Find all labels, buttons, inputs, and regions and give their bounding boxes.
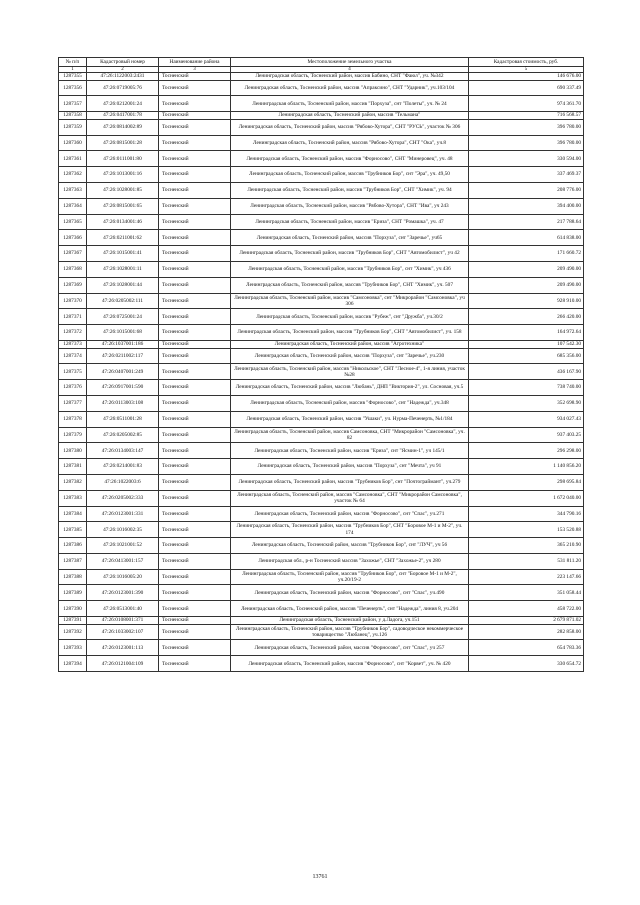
table-row xyxy=(59,411,584,427)
row-number-cell: 1287360 xyxy=(59,135,87,151)
district-name-cell: Тосненский xyxy=(159,214,231,230)
cadastral-value-cell: 351 058.44 xyxy=(469,585,584,601)
header-district-name: Наименование района xyxy=(159,58,231,67)
table-row xyxy=(59,340,584,348)
table-row xyxy=(59,617,584,625)
table-row xyxy=(59,553,584,569)
location-cell: Ленинградская область, Тосненский район, массив "Трубников Бор", снт "Химик", уч 436 xyxy=(231,261,469,277)
location-cell: Ленинградская область, Тосненский район, массив "Форносово", снт "Спас", уч.271 xyxy=(231,506,469,522)
district-name-cell: Тосненский xyxy=(159,443,231,459)
cadastral-number-cell: 47:26:1022003:6 xyxy=(87,474,159,490)
location-cell: Ленинградская область, Тосненский район, массив "Ериза", снт "Ясмин-1", уч 145/1 xyxy=(231,443,469,459)
cadastral-number-cell: 47:26:0417001:78 xyxy=(87,112,159,120)
row-number-cell: 1287368 xyxy=(59,261,87,277)
table-row xyxy=(59,624,584,640)
cadastral-number-cell: 47:26:0725001:24 xyxy=(87,309,159,325)
cadastral-number-cell: 47:26:0212001:24 xyxy=(87,96,159,112)
cadastral-number-cell: 47:26:0121004:109 xyxy=(87,656,159,672)
cadastral-value-cell: 937 403.25 xyxy=(469,427,584,443)
location-cell: Ленинградская область, Тосненский район, массив "Трубников Бор", СНТ "Автомобилист", уч 42 xyxy=(231,246,469,262)
row-number-cell: 1287356 xyxy=(59,80,87,96)
table-row xyxy=(59,490,584,506)
location-cell: Ленинградская область, Тосненский район, массив Самсоновка, СНТ "Микрорайон "Самсоновка", уч. 82 xyxy=(231,427,469,443)
location-cell: Ленинградская обл., р-н Тосненский массив "Захожье", СНТ "Захожье-2", уч 280 xyxy=(231,553,469,569)
cadastral-value-cell: 396 780.00 xyxy=(469,135,584,151)
column-index: 2 xyxy=(87,67,159,73)
cadastral-value-cell: 209 490.00 xyxy=(469,261,584,277)
cadastral-value-cell: 153 520.88 xyxy=(469,522,584,538)
table-row xyxy=(59,538,584,554)
cadastral-value-cell: 531 811.20 xyxy=(469,553,584,569)
cadastral-value-cell: 352 698.90 xyxy=(469,395,584,411)
cadastral-number-cell: 47:26:0123001:390 xyxy=(87,585,159,601)
location-cell: Ленинградская область, Тосненский район, массив "Форносово", снт "Спас", уч.490 xyxy=(231,585,469,601)
cadastral-value-cell: 974 361.70 xyxy=(469,96,584,112)
row-number-cell: 1287391 xyxy=(59,617,87,625)
district-name-cell: Тосненский xyxy=(159,585,231,601)
cadastral-value-cell: 458 722.00 xyxy=(469,601,584,617)
district-name-cell: Тосненский xyxy=(159,96,231,112)
cadastral-value-cell: 223 147.66 xyxy=(469,569,584,585)
cadastral-number-cell: 47:26:0815001:65 xyxy=(87,198,159,214)
district-name-cell: Тосненский xyxy=(159,624,231,640)
location-cell: Ленинградская область, Тосненский район, массив "Порхуза", снт "Заречье", уч.230 xyxy=(231,348,469,364)
district-name-cell: Тосненский xyxy=(159,553,231,569)
cadastral-number-cell: 47:26:1016002:35 xyxy=(87,522,159,538)
cadastral-number-cell: 47:26:1037001:186 xyxy=(87,340,159,348)
row-number-cell: 1287387 xyxy=(59,553,87,569)
location-cell: Ленинградская область, Тосненский район, массив "Форносово", снт "Надежда", уч.348 xyxy=(231,395,469,411)
row-number-cell: 1287388 xyxy=(59,569,87,585)
location-cell: Ленинградская область, Тосненский район, массив "Апраксино", СНТ "Ударник", уч.103/104 xyxy=(231,80,469,96)
district-name-cell: Тосненский xyxy=(159,617,231,625)
table-row xyxy=(59,601,584,617)
table-row xyxy=(59,569,584,585)
district-name-cell: Тосненский xyxy=(159,538,231,554)
row-number-cell: 1287378 xyxy=(59,411,87,427)
row-number-cell: 1287389 xyxy=(59,585,87,601)
table-row xyxy=(59,167,584,183)
row-number-cell: 1287370 xyxy=(59,293,87,309)
cadastral-number-cell: 47:26:0134001:46 xyxy=(87,214,159,230)
location-cell: Ленинградская область, Тосненский район, массив "Ериза", СНТ "Ромашка", уч. 47 xyxy=(231,214,469,230)
table-row xyxy=(59,198,584,214)
cadastral-number-cell: 47:26:0214001:83 xyxy=(87,459,159,475)
cadastral-number-cell: 47:26:1016005:20 xyxy=(87,569,159,585)
table-row xyxy=(59,364,584,380)
cadastral-table-page xyxy=(58,57,583,672)
location-cell: Ленинградская область, Тосненский район, массив "Порхуза", снт "Заречье", уч65 xyxy=(231,230,469,246)
cadastral-value-cell: 298 695.84 xyxy=(469,474,584,490)
cadastral-number-cell: 47:26:1028001:11 xyxy=(87,261,159,277)
cadastral-number-cell: 47:26:0205002:85 xyxy=(87,427,159,443)
cadastral-value-cell: 171 660.72 xyxy=(469,246,584,262)
cadastral-number-cell: 47:26:1122003:2431 xyxy=(87,73,159,81)
row-number-cell: 1287394 xyxy=(59,656,87,672)
row-number-cell: 1287372 xyxy=(59,325,87,341)
district-name-cell: Тосненский xyxy=(159,569,231,585)
district-name-cell: Тосненский xyxy=(159,340,231,348)
cadastral-number-cell: 47:26:0407001:249 xyxy=(87,364,159,380)
district-name-cell: Тосненский xyxy=(159,198,231,214)
row-number-cell: 1287379 xyxy=(59,427,87,443)
row-number-cell: 1287358 xyxy=(59,112,87,120)
location-cell: Ленинградская область, Тосненский район, массив "Форносово", снт "Спас", уч 257 xyxy=(231,640,469,656)
table-row xyxy=(59,80,584,96)
cadastral-value-cell: 209 490.00 xyxy=(469,277,584,293)
row-number-cell: 1287363 xyxy=(59,182,87,198)
cadastral-number-cell: 47:26:1028001:44 xyxy=(87,277,159,293)
table-row xyxy=(59,522,584,538)
cadastral-number-cell: 47:26:0211002:117 xyxy=(87,348,159,364)
cadastral-number-cell: 47:26:0917001:590 xyxy=(87,380,159,396)
table-row xyxy=(59,474,584,490)
district-name-cell: Тосненский xyxy=(159,656,231,672)
cadastral-value-cell: 1 140 856.20 xyxy=(469,459,584,475)
row-number-cell: 1287357 xyxy=(59,96,87,112)
table-row xyxy=(59,380,584,396)
table-row xyxy=(59,119,584,135)
district-name-cell: Тосненский xyxy=(159,167,231,183)
table-row xyxy=(59,640,584,656)
row-number-cell: 1287384 xyxy=(59,506,87,522)
location-cell: Ленинградская область, Тосненский район, массив "Любань", ДНП "Виктория-2", ул. Сосновая, уч.5 xyxy=(231,380,469,396)
cadastral-value-cell: 164 972.64 xyxy=(469,325,584,341)
district-name-cell: Тосненский xyxy=(159,230,231,246)
row-number-cell: 1287390 xyxy=(59,601,87,617)
cadastral-number-cell: 47:26:0719005:76 xyxy=(87,80,159,96)
cadastral-number-cell: 47:26:0815001:28 xyxy=(87,135,159,151)
location-cell: Ленинградская область, Тосненский район, массив "Ушаки", уч. Нурма-Печенерть, №1/184 xyxy=(231,411,469,427)
location-cell: Ленинградская область, Тосненский район, массив "Трубников Бор", СНТ "Боровое М-1 и М-2", уч. 174 xyxy=(231,522,469,538)
location-cell: Ленинградская область, Тосненский район, массив Бабино, СНТ "Фаюл", уч. №342 xyxy=(231,73,469,81)
row-number-cell: 1287362 xyxy=(59,167,87,183)
location-cell: Ленинградская область, Тосненский район, массив "Трубников Бор", СНТ "Химик", уч. 507 xyxy=(231,277,469,293)
location-cell: Ленинградская область, Тосненский район, массив "Рябово-Хутора", СНТ "Ива", уч 243 xyxy=(231,198,469,214)
cadastral-value-cell: 934 027.43 xyxy=(469,411,584,427)
table-row xyxy=(59,214,584,230)
cadastral-value-cell: 107 542.30 xyxy=(469,340,584,348)
table-row xyxy=(59,151,584,167)
district-name-cell: Тосненский xyxy=(159,601,231,617)
table-row xyxy=(59,230,584,246)
cadastral-number-cell: 47:26:0108001:371 xyxy=(87,617,159,625)
cadastral-value-cell: 296 298.00 xyxy=(469,443,584,459)
cadastral-number-cell: 47:26:0113003:108 xyxy=(87,395,159,411)
row-number-cell: 1287375 xyxy=(59,364,87,380)
column-index: 1 xyxy=(59,67,87,73)
district-name-cell: Тосненский xyxy=(159,380,231,396)
location-cell: Ленинградская область, Тосненский район, массив "Трубников Бор", снт "Боровое М-1 и М-2", уч.20/19-2 xyxy=(231,569,469,585)
cadastral-value-table xyxy=(58,57,584,672)
table-row xyxy=(59,135,584,151)
district-name-cell: Тосненский xyxy=(159,474,231,490)
location-cell: Ленинградская область, Тосненский район, массив "Трубников Бор", садоводческое некоммерческое товарищество "Любанец", уч.126 xyxy=(231,624,469,640)
table-row xyxy=(59,395,584,411)
location-cell: Ленинградская область, Тосненский район, массив "Трубников Бор", снт "Почтограймант", уч.279 xyxy=(231,474,469,490)
district-name-cell: Тосненский xyxy=(159,80,231,96)
location-cell: Ленинградская область, Тосненский район, массив "Трубников Бор", СНТ "Автомобилист", уч. 158 xyxy=(231,325,469,341)
district-name-cell: Тосненский xyxy=(159,112,231,120)
row-number-cell: 1287367 xyxy=(59,246,87,262)
cadastral-value-cell: 282 858.00 xyxy=(469,624,584,640)
location-cell: Ленинградская область, Тосненский район, массив "Рябово-Хутора", СНТ "РУСЬ", участок № 306 xyxy=(231,119,469,135)
table-row xyxy=(59,246,584,262)
cadastral-value-cell: 685 356.00 xyxy=(469,348,584,364)
cadastral-value-cell: 146 676.00 xyxy=(469,73,584,81)
cadastral-value-cell: 330 594.00 xyxy=(469,151,584,167)
cadastral-number-cell: 47:26:0123001:331 xyxy=(87,506,159,522)
row-number-cell: 1287393 xyxy=(59,640,87,656)
cadastral-value-cell: 436 167.90 xyxy=(469,364,584,380)
cadastral-number-cell: 47:26:0413001:157 xyxy=(87,553,159,569)
cadastral-number-cell: 47:26:0513001:40 xyxy=(87,601,159,617)
cadastral-value-cell: 654 783.36 xyxy=(469,640,584,656)
district-name-cell: Тосненский xyxy=(159,522,231,538)
column-index: 5 xyxy=(469,67,584,73)
district-name-cell: Тосненский xyxy=(159,246,231,262)
table-row xyxy=(59,112,584,120)
row-number-cell: 1287364 xyxy=(59,198,87,214)
cadastral-number-cell: 47:26:1015001:68 xyxy=(87,325,159,341)
cadastral-value-cell: 330 654.72 xyxy=(469,656,584,672)
column-index: 4 xyxy=(231,67,469,73)
row-number-cell: 1287355 xyxy=(59,73,87,81)
district-name-cell: Тосненский xyxy=(159,640,231,656)
district-name-cell: Тосненский xyxy=(159,348,231,364)
row-number-cell: 1287386 xyxy=(59,538,87,554)
cadastral-value-cell: 208 776.00 xyxy=(469,182,584,198)
location-cell: Ленинградская область, Тосненский район, массив "Трубников Бор", СНТ "Химик", уч. 94 xyxy=(231,182,469,198)
district-name-cell: Тосненский xyxy=(159,411,231,427)
table-row xyxy=(59,443,584,459)
location-cell: Ленинградская область, Тосненский район, массив "Порхуза", снт "Мечта", уч 91 xyxy=(231,459,469,475)
cadastral-number-cell: 47:26:1021001:52 xyxy=(87,538,159,554)
row-number-cell: 1287383 xyxy=(59,490,87,506)
cadastral-number-cell: 47:26:1028001:85 xyxy=(87,182,159,198)
cadastral-value-cell: 344 790.16 xyxy=(469,506,584,522)
district-name-cell: Тосненский xyxy=(159,261,231,277)
district-name-cell: Тосненский xyxy=(159,309,231,325)
cadastral-number-cell: 47:26:1033002:107 xyxy=(87,624,159,640)
row-number-cell: 1287365 xyxy=(59,214,87,230)
location-cell: Ленинградская область, Тосненский район, массив "Трубников Бор", снт "ЛУЧ", уч 56 xyxy=(231,538,469,554)
cadastral-value-cell: 614 838.00 xyxy=(469,230,584,246)
table-row xyxy=(59,309,584,325)
location-cell: Ленинградская область, Тосненский район, массив "Самсоновка", СНТ "Микрорайон Самсоновка", участок № 64 xyxy=(231,490,469,506)
cadastral-value-cell: 2 679 871.02 xyxy=(469,617,584,625)
header-location: Местоположение земельного участка xyxy=(231,58,469,67)
table-row xyxy=(59,506,584,522)
district-name-cell: Тосненский xyxy=(159,459,231,475)
table-row xyxy=(59,73,584,81)
district-name-cell: Тосненский xyxy=(159,427,231,443)
cadastral-number-cell: 47:26:0211001:62 xyxy=(87,230,159,246)
row-number-cell: 1287385 xyxy=(59,522,87,538)
table-header-row xyxy=(59,58,584,67)
row-number-cell: 1287361 xyxy=(59,151,87,167)
location-cell: Ленинградская область, Тосненский район, массив "Трубников Бор", снт "Эра", уч. 49,50 xyxy=(231,167,469,183)
table-row xyxy=(59,96,584,112)
table-row xyxy=(59,427,584,443)
cadastral-number-cell: 47:26:0205002:333 xyxy=(87,490,159,506)
location-cell: Ленинградская область, Тосненский район, массив "Порхуза", снт "Полеты", уч. № 24 xyxy=(231,96,469,112)
district-name-cell: Тосненский xyxy=(159,364,231,380)
row-number-cell: 1287376 xyxy=(59,380,87,396)
cadastral-value-cell: 396 780.00 xyxy=(469,119,584,135)
row-number-cell: 1287359 xyxy=(59,119,87,135)
table-row xyxy=(59,261,584,277)
district-name-cell: Тосненский xyxy=(159,73,231,81)
location-cell: Ленинградская область, Тосненский район, массив "Самсоновка", снт "Микрорайон "Самсоновка", уч 306 xyxy=(231,293,469,309)
district-name-cell: Тосненский xyxy=(159,135,231,151)
cadastral-value-cell: 690 337.49 xyxy=(469,80,584,96)
row-number-cell: 1287373 xyxy=(59,340,87,348)
location-cell: Ленинградская область, Тосненский район, массив "Печенерть", снт "Надежда", линия 8, уч.204 xyxy=(231,601,469,617)
location-cell: Ленинградская область, Тосненский район, у д.Ладога, уч.151 xyxy=(231,617,469,625)
location-cell: Ленинградская область, Тосненский район, массив "Форносово", снт "Корвет", уч. № 420 xyxy=(231,656,469,672)
table-row xyxy=(59,293,584,309)
cadastral-value-cell: 394 400.00 xyxy=(469,198,584,214)
location-cell: Ленинградская область, Тосненский район, массив "Никольское", СНТ "Лесное-4", 1-я линия, участок №28 xyxy=(231,364,469,380)
header-row-number: № п/п xyxy=(59,58,87,67)
row-number-cell: 1287392 xyxy=(59,624,87,640)
row-number-cell: 1287366 xyxy=(59,230,87,246)
cadastral-number-cell: 47:26:0814002:89 xyxy=(87,119,159,135)
table-row xyxy=(59,348,584,364)
table-body xyxy=(59,73,584,672)
table-row xyxy=(59,182,584,198)
cadastral-value-cell: 928 910.00 xyxy=(469,293,584,309)
location-cell: Ленинградская область, Тосненский район, массив "Агротехника" xyxy=(231,340,469,348)
table-row xyxy=(59,277,584,293)
location-cell: Ленинградская область, Тосненский район, массив "Форносово", СНТ "Минеровец", уч. 48 xyxy=(231,151,469,167)
district-name-cell: Тосненский xyxy=(159,182,231,198)
page-number: 13761 xyxy=(312,874,328,880)
cadastral-value-cell: 337 469.37 xyxy=(469,167,584,183)
header-cadastral-value: Кадастровая стоимость, руб. xyxy=(469,58,584,67)
district-name-cell: Тосненский xyxy=(159,325,231,341)
cadastral-number-cell: 47:26:1013001:16 xyxy=(87,167,159,183)
cadastral-number-cell: 47:26:0205002:111 xyxy=(87,293,159,309)
row-number-cell: 1287377 xyxy=(59,395,87,411)
row-number-cell: 1287369 xyxy=(59,277,87,293)
row-number-cell: 1287380 xyxy=(59,443,87,459)
district-name-cell: Тосненский xyxy=(159,395,231,411)
cadastral-value-cell: 365 210.90 xyxy=(469,538,584,554)
table-row xyxy=(59,585,584,601)
table-row xyxy=(59,459,584,475)
table-row xyxy=(59,656,584,672)
cadastral-value-cell: 217 788.64 xyxy=(469,214,584,230)
row-number-cell: 1287374 xyxy=(59,348,87,364)
district-name-cell: Тосненский xyxy=(159,490,231,506)
cadastral-number-cell: 47:26:0134003:147 xyxy=(87,443,159,459)
cadastral-value-cell: 266 420.00 xyxy=(469,309,584,325)
row-number-cell: 1287381 xyxy=(59,459,87,475)
row-number-cell: 1287371 xyxy=(59,309,87,325)
district-name-cell: Тосненский xyxy=(159,293,231,309)
cadastral-value-cell: 716 568.57 xyxy=(469,112,584,120)
cadastral-number-cell: 47:26:1015001:41 xyxy=(87,246,159,262)
header-cadastral-number: Кадастровый номер xyxy=(87,58,159,67)
location-cell: Ленинградская область, Тосненский район, массив "Рябово-Хутора", СНТ "Ока", уч.8 xyxy=(231,135,469,151)
district-name-cell: Тосненский xyxy=(159,506,231,522)
cadastral-value-cell: 1 672 040.00 xyxy=(469,490,584,506)
table-row xyxy=(59,325,584,341)
district-name-cell: Тосненский xyxy=(159,151,231,167)
district-name-cell: Тосненский xyxy=(159,277,231,293)
cadastral-number-cell: 47:26:0111001:80 xyxy=(87,151,159,167)
cadastral-number-cell: 47:26:0123001:113 xyxy=(87,640,159,656)
location-cell: Ленинградская область, Тосненский район, массив "Рубеж", снт "Дружба", уч.30/2 xyxy=(231,309,469,325)
cadastral-value-cell: 738 740.00 xyxy=(469,380,584,396)
district-name-cell: Тосненский xyxy=(159,119,231,135)
row-number-cell: 1287382 xyxy=(59,474,87,490)
column-index: 3 xyxy=(159,67,231,73)
location-cell: Ленинградская область, Тосненский район, массив "Тельмана" xyxy=(231,112,469,120)
cadastral-number-cell: 47:26:0511001:28 xyxy=(87,411,159,427)
